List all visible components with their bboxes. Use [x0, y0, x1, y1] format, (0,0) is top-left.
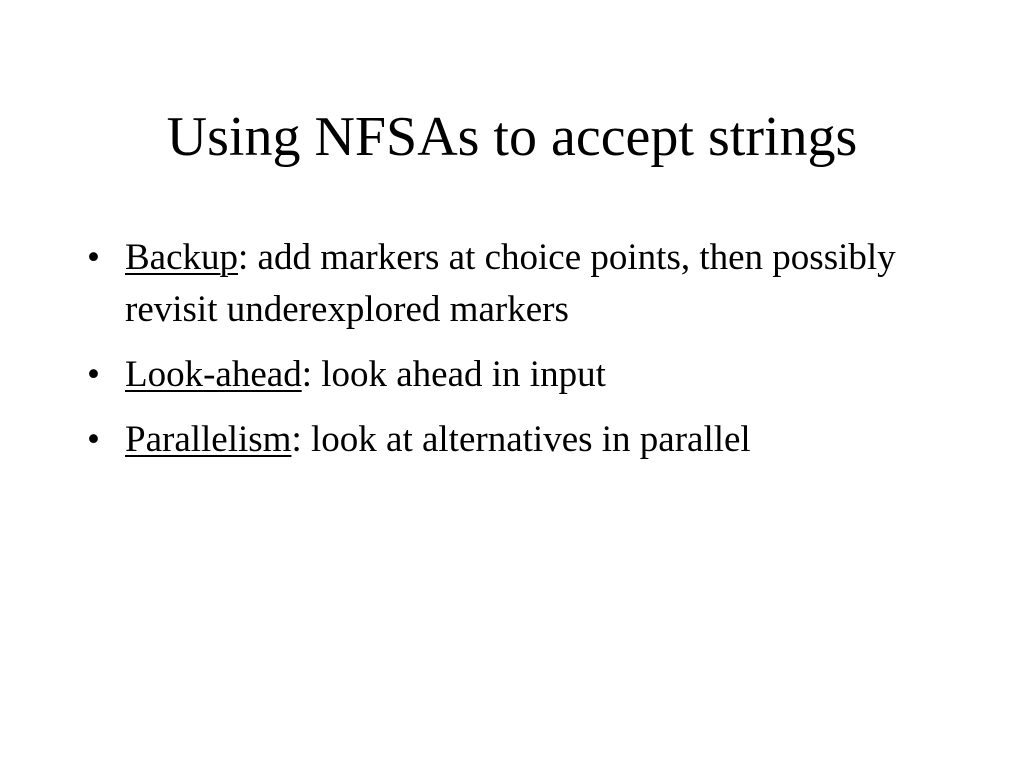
bullet-term: Backup: [125, 237, 239, 278]
bullet-item-look-ahead: [87, 349, 967, 401]
bullet-text: : add markers at choice points, then possibly revisit underexplored markers: [125, 237, 896, 330]
bullet-icon: •: [87, 237, 100, 278]
bullet-item-backup: [87, 232, 967, 336]
bullet-list: [87, 232, 967, 479]
bullet-icon: •: [87, 354, 100, 395]
bullet-icon: •: [87, 419, 100, 460]
bullet-item-parallelism: [87, 414, 967, 466]
bullet-text: : look ahead in input: [301, 354, 606, 395]
bullet-term: Parallelism: [125, 419, 292, 460]
bullet-term: Look-ahead: [125, 354, 302, 395]
slide-title: Using NFSAs to accept strings: [166, 106, 858, 168]
bullet-text: : look at alternatives in parallel: [291, 419, 751, 460]
